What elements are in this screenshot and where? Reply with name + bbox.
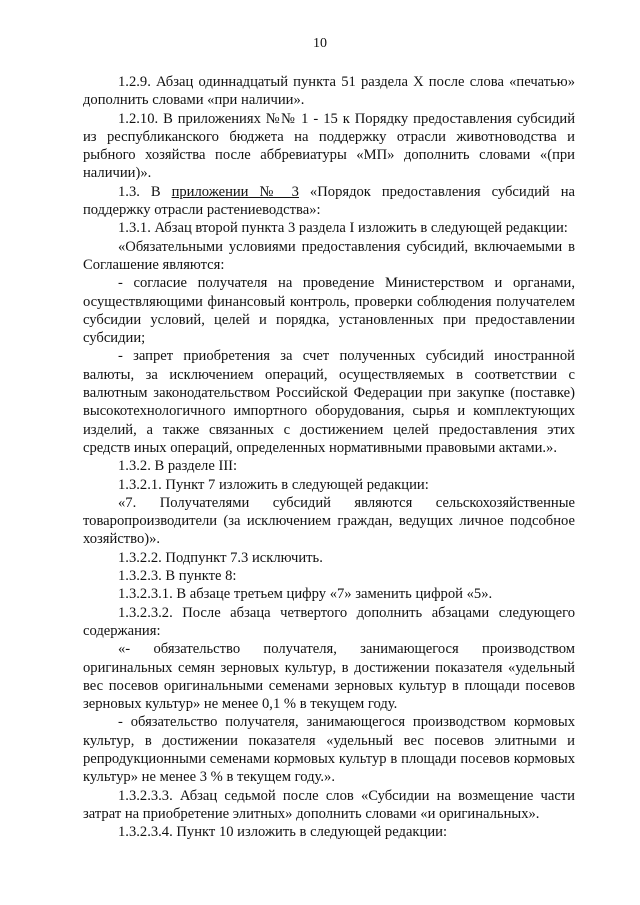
paragraph-1-3-2-1: 1.3.2.1. Пункт 7 изложить в следующей редакции: [118,476,429,493]
paragraph-1-3 [83,183,575,220]
paragraph-1-3-rest: «Порядок предоставления субсидий на поддержку отрасли растениеводства»: [83,183,576,219]
paragraph-1-3-1: 1.3.1. Абзац второй пункта 3 раздела I изложить в следующей редакции: [118,220,568,237]
page-number: 10 [313,36,327,51]
paragraph-1-2-10: 1.2.10. В приложениях №№ 1 - 15 к Порядку предоставления субсидий из республиканского бюджета на поддержку отрасли животноводства и рыбного хозяйства после аббревиатуры «МП» дополнить словами «(при наличии)». [83,110,575,182]
paragraph-1-3-2-3-4: 1.3.2.3.4. Пункт 10 изложить в следующей редакции: [118,824,447,841]
paragraph-1-3-2-3: 1.3.2.3. В пункте 8: [118,568,237,585]
condition-consent: - согласие получателя на проведение Министерством и органами, осуществляющими финансовый контроль, проверки соблюдения получателем субсидии условий, целей и порядка, установленных при предоставлении субсидии; [83,275,575,347]
paragraph-1-3-intro: 1.3. В [118,183,172,200]
obligation-fodder-crops: - обязательство получателя, занимающегося производством кормовых культур, в достижении показателя «удельный вес посевов элитными и репродукционными семенами кормовых культур в площади посевов кормовых культур» не менее 3 % в текущем году.». [83,714,575,786]
obligation-grain-seeds: «- обязательство получателя, занимающегося производством оригинальных семян зерновых культур, в достижении показателя «удельный вес посевов оригинальными семенами зерновых культур в площади посевов зерновых культур» не менее 0,1 % в текущем году. [83,641,575,713]
appendix-3-reference: приложении № 3 [171,183,299,200]
document-body [83,73,575,841]
paragraph-1-3-2-2: 1.3.2.2. Подпункт 7.3 исключить. [118,549,323,566]
paragraph-1-3-2-3-3: 1.3.2.3.3. Абзац седьмой после слов «Субсидии на возмещение части затрат на приобретение элитных» дополнить словами «и оригинальных». [83,787,575,822]
quoted-conditions-intro: «Обязательными условиями предоставления субсидий, включаемыми в Соглашение являются: [83,238,575,273]
quoted-point-7: «7. Получателями субсидий являются сельскохозяйственные товаропроизводители (за исключением граждан, ведущих личное подсобное хозяйство)». [83,494,575,548]
paragraph-1-3-2-3-2: 1.3.2.3.2. После абзаца четвертого дополнить абзацами следующего содержания: [83,604,575,639]
paragraph-1-3-2: 1.3.2. В разделе III: [118,458,238,475]
paragraph-1-3-2-3-1: 1.3.2.3.1. В абзаце третьем цифру «7» заменить цифрой «5». [118,586,493,603]
condition-currency-ban: - запрет приобретения за счет полученных субсидий иностранной валюты, за исключением операций, осуществляемых в соответствии с валютным законодательством Российской Федерации при закупке (поставке) высокотехнологичного импортного оборудования, сырья и комплектующих изделий, а также связанных с достижением целей предоставления этих средств иных операций, определенных нормативными правовыми актами.». [83,348,575,456]
paragraph-1-2-9: 1.2.9. Абзац одиннадцатый пункта 51 раздела X после слова «печатью» дополнить словами «при наличии». [83,74,575,109]
